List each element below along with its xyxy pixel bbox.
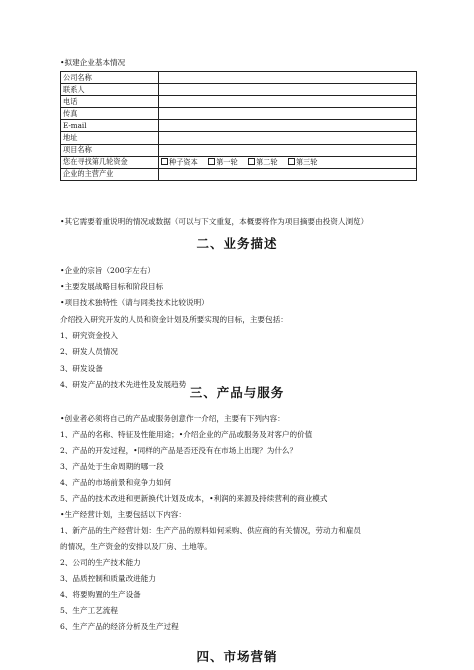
funding-option-label: 第一轮 — [216, 157, 238, 167]
table-row — [61, 132, 417, 144]
checkbox-icon[interactable] — [208, 158, 215, 165]
section3-line: 4、将要购置的生产设备 — [60, 590, 141, 599]
funding-option[interactable] — [161, 158, 198, 167]
section3-line: 2、产品的开发过程，•同样的产品是否还没有在市场上出现？为什么？ — [60, 446, 298, 455]
section2-bullet: •项目技术独特性（请与同类技术比较说明） — [60, 298, 209, 307]
investor-note: •其它需要着重说明的情况或数据（可以与下文重复，本概要将作为项目摘要由投资人浏览） — [60, 217, 369, 226]
section3-line: 5、生产工艺流程 — [60, 606, 118, 615]
company-info-table — [60, 71, 417, 181]
table-row — [61, 120, 417, 132]
row-value[interactable] — [159, 120, 417, 132]
section3-line: •创业者必须将自己的产品或服务创意作一介绍，主要有下列内容： — [60, 414, 285, 423]
section3-line: 5、产品的技术改进和更新换代计划及成本，•利润的来源及持续营利的商业模式 — [60, 494, 328, 503]
table-row — [61, 96, 417, 108]
funding-option[interactable] — [288, 158, 318, 167]
table-row — [61, 156, 417, 168]
section2-bullet: •主要发展战略目标和阶段目标 — [60, 282, 164, 291]
section3-line: 1、新产品的生产经营计划：生产产品的原料如何采购、供应商的有关情况，劳动力和雇员 — [60, 526, 361, 535]
section2-item: 4、研发产品的技术先进性及发展趋势 — [60, 380, 187, 389]
section3-line: 6、生产产品的经济分析及生产过程 — [60, 622, 179, 631]
section2-item: 3、研发设备 — [60, 364, 103, 373]
funding-option[interactable] — [248, 158, 278, 167]
table-row — [61, 84, 417, 96]
row-label: 公司名称 — [61, 72, 159, 84]
row-label: E-mail — [61, 120, 159, 132]
row-value[interactable] — [159, 84, 417, 96]
section3-line: 2、公司的生产技术能力 — [60, 558, 141, 567]
section-heading-products: 三、产品与服务 — [189, 385, 285, 400]
section2-item: 1、研究资金投入 — [60, 331, 118, 340]
row-value[interactable] — [159, 96, 417, 108]
funding-round-label: 您在寻找第几轮资金 — [61, 156, 159, 168]
row-value[interactable] — [159, 72, 417, 84]
business-label: 企业的主营产业 — [61, 168, 159, 180]
table-row — [61, 144, 417, 156]
section3-line: 4、产品的市场前景和竞争力如何 — [60, 478, 172, 487]
section-heading-marketing: 四、市场营销 — [196, 649, 278, 664]
section-heading-business: 二、业务描述 — [196, 236, 278, 251]
row-label: 地址 — [61, 132, 159, 144]
table-row — [61, 72, 417, 84]
row-label: 传真 — [61, 108, 159, 120]
row-value[interactable] — [159, 108, 417, 120]
row-value[interactable] — [159, 144, 417, 156]
section2-bullet: •企业的宗旨（200字左右） — [60, 266, 155, 275]
row-label: 电话 — [61, 96, 159, 108]
section3-line: 的情况，生产资金的安排以及厂房、土地等。 — [60, 542, 212, 551]
table-row — [61, 108, 417, 120]
table-row — [61, 168, 417, 180]
row-label: 项目名称 — [61, 144, 159, 156]
checkbox-icon[interactable] — [248, 158, 255, 165]
section3-line: 3、品质控制和质量改进能力 — [60, 574, 156, 583]
funding-option-label: 种子资本 — [169, 157, 198, 167]
funding-option-label: 第三轮 — [295, 157, 318, 167]
funding-option-label: 第二轮 — [255, 157, 278, 167]
section2-item: 2、研发人员情况 — [60, 347, 118, 356]
funding-option[interactable] — [208, 158, 238, 167]
section3-line: 1、产品的名称、特征及性能用途；•介绍企业的产品或服务及对客户的价值 — [60, 430, 313, 439]
row-label: 联系人 — [61, 84, 159, 96]
business-value[interactable] — [159, 168, 417, 180]
row-value[interactable] — [159, 132, 417, 144]
section3-line: •生产经营计划，主要包括以下内容： — [60, 510, 186, 519]
checkbox-icon[interactable] — [288, 158, 295, 165]
section3-line: 3、产品处于生命周期的哪一段 — [60, 462, 164, 471]
company-info-intro: •拟建企业基本情况 — [60, 58, 126, 67]
section2-intro: 介绍投入研究开发的人员和资金计划及所要实现的目标，主要包括： — [60, 315, 288, 324]
funding-round-options — [159, 156, 417, 168]
checkbox-icon[interactable] — [161, 158, 168, 165]
